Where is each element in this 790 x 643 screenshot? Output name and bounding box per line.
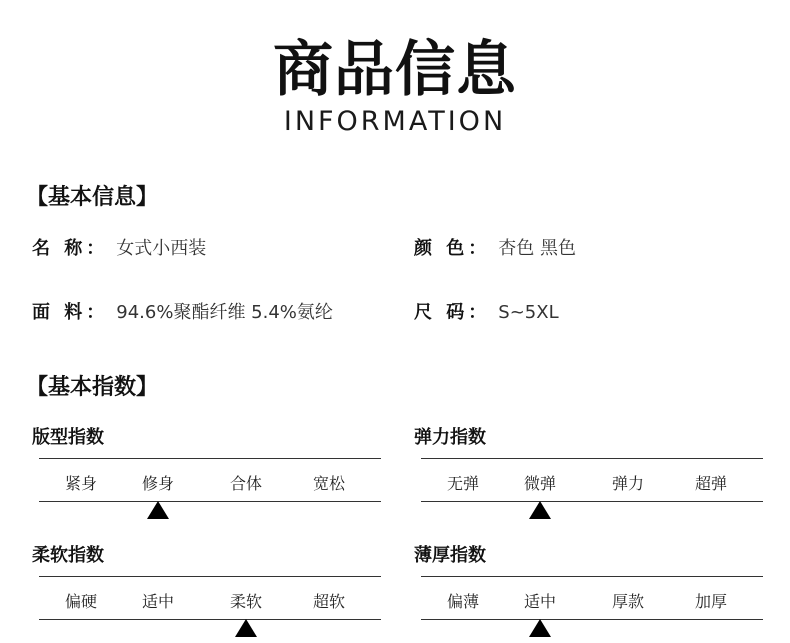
- name-value: 女式小西装: [116, 238, 207, 259]
- softness-marker-icon: [235, 619, 257, 637]
- elasticity-index-title: 弹力指数: [414, 427, 486, 448]
- fit-option: 合体: [229, 474, 263, 493]
- page-title: 商品信息: [273, 35, 517, 105]
- page-subtitle: INFORMATION: [283, 106, 507, 137]
- thickness-marker-icon: [529, 619, 551, 637]
- material-row: [32, 298, 333, 324]
- thickness-index-title: 薄厚指数: [414, 545, 486, 566]
- material-value: 94.6%聚酯纤维 5.4%氨纶: [116, 302, 333, 323]
- thickness-index-scale: [421, 576, 763, 620]
- thickness-option: 加厚: [694, 592, 728, 611]
- softness-index-title: 柔软指数: [32, 545, 104, 566]
- fit-index-scale: [39, 458, 381, 502]
- fit-option: 紧身: [64, 474, 98, 493]
- elasticity-index-scale: [421, 458, 763, 502]
- size-label: 尺 码：: [414, 302, 491, 323]
- name-label: 名 称：: [32, 238, 109, 259]
- elasticity-marker-icon: [529, 501, 551, 519]
- fit-option: 宽松: [312, 474, 346, 493]
- softness-index-scale: [39, 576, 381, 620]
- elasticity-option: 微弹: [523, 474, 557, 493]
- thickness-option: 厚款: [611, 592, 645, 611]
- thickness-option: 偏薄: [446, 592, 480, 611]
- fit-marker-icon: [147, 501, 169, 519]
- softness-option: 偏硬: [64, 592, 98, 611]
- elasticity-option: 超弹: [694, 474, 728, 493]
- material-label: 面 料：: [32, 302, 109, 323]
- fit-index-title: 版型指数: [32, 427, 104, 448]
- elasticity-option: 无弹: [446, 474, 480, 493]
- name-row: [32, 234, 206, 260]
- fit-option: 修身: [141, 474, 175, 493]
- thickness-option: 适中: [523, 592, 557, 611]
- color-label: 颜 色：: [414, 238, 491, 259]
- basic-info-heading: 【基本信息】: [26, 185, 159, 210]
- indices-heading: 【基本指数】: [26, 375, 159, 400]
- elasticity-option: 弹力: [611, 474, 645, 493]
- size-row: [414, 298, 559, 324]
- color-row: [414, 234, 576, 260]
- softness-option: 超软: [312, 592, 346, 611]
- color-value: 杏色 黑色: [498, 238, 577, 259]
- size-value: S~5XL: [498, 302, 559, 323]
- softness-option: 适中: [141, 592, 175, 611]
- softness-option: 柔软: [229, 592, 263, 611]
